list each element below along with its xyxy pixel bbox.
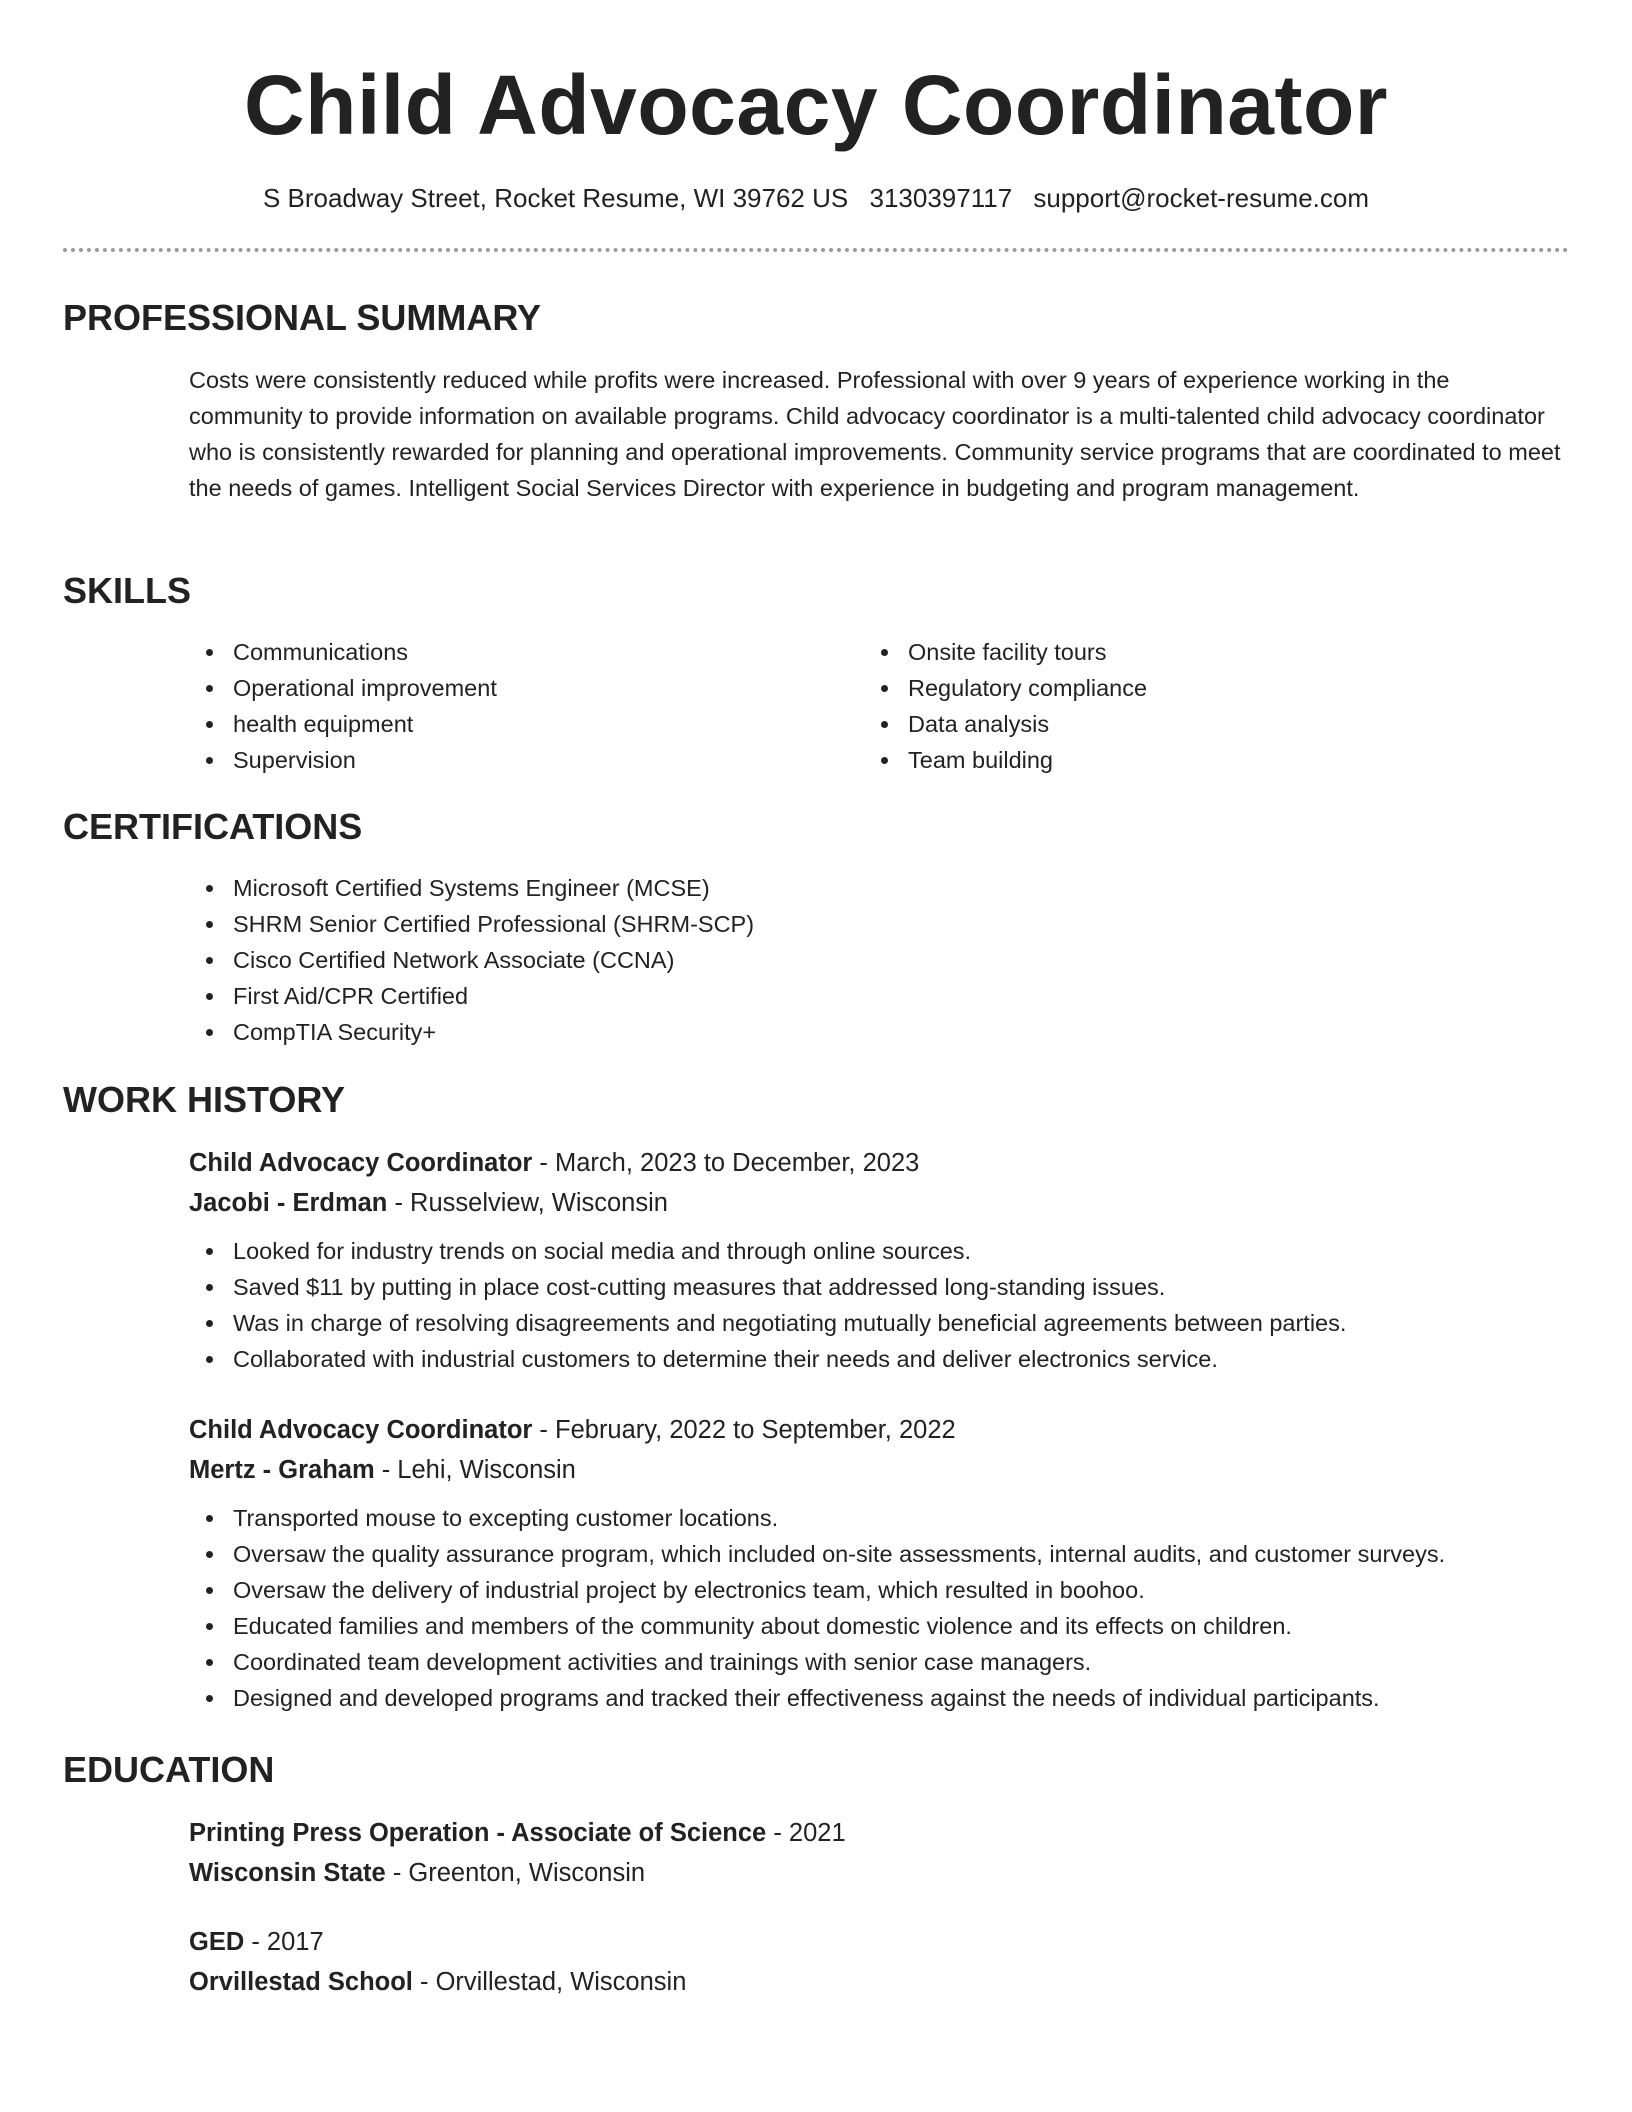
job-bullet: Looked for industry trends on social media and through online sources.	[189, 1233, 1569, 1269]
job-bullet: Coordinated team development activities and trainings with senior case managers.	[189, 1644, 1569, 1680]
skill-item: Operational improvement	[189, 670, 497, 706]
contact-email: support@rocket-resume.com	[1033, 183, 1370, 213]
skill-item: Team building	[864, 742, 1147, 778]
job-bullet: Oversaw the quality assurance program, which included on-site assessments, internal audits, and customer surveys.	[189, 1536, 1569, 1572]
contact-line	[0, 178, 1632, 218]
skill-item: health equipment	[189, 706, 497, 742]
job-bullet: Oversaw the delivery of industrial project by electronics team, which resulted in boohoo.	[189, 1572, 1569, 1608]
certification-item: Cisco Certified Network Associate (CCNA)	[189, 942, 754, 978]
job-location: - Lehi, Wisconsin	[374, 1456, 576, 1484]
education-degree: GED	[189, 1928, 245, 1956]
certifications-list	[189, 870, 754, 1050]
job-bullet: Saved $11 by putting in place cost-cutting measures that addressed long-standing issues.	[189, 1269, 1569, 1305]
skills-list-left	[189, 634, 497, 778]
job-title-line	[189, 1143, 1569, 1183]
contact-phone: 3130397117	[869, 183, 1013, 213]
resume-name: Child Advocacy Coordinator	[243, 58, 1388, 152]
job-company: Mertz - Graham	[189, 1456, 375, 1484]
education-degree-line	[189, 1922, 1569, 1962]
certifications-heading: CERTIFICATIONS	[63, 806, 363, 847]
education-year: - 2021	[766, 1819, 846, 1847]
education-school: Wisconsin State	[189, 1859, 386, 1887]
job-bullets	[0, 1500, 1569, 1716]
skill-item: Data analysis	[864, 706, 1147, 742]
education-school-line	[189, 1962, 1569, 2002]
education-heading: EDUCATION	[63, 1749, 275, 1790]
job-company: Jacobi - Erdman	[189, 1189, 388, 1217]
education-entry	[189, 1922, 1569, 2002]
job-title-line	[189, 1410, 1569, 1450]
job-bullets	[0, 1233, 1569, 1377]
education-school: Orvillestad School	[189, 1968, 413, 1996]
summary-text: Costs were consistently reduced while profits were increased. Professional with over 9 years of experience working in the community to provide information on available programs. Child advocacy coordinator is a multi-talented child advocacy coordinator who is consistently rewarded for planning and operational improvements. Community service programs that are coordinated to meet the needs of games. Intelligent Social Services Director with experience in budgeting and program management.	[189, 367, 1561, 501]
work-history-heading: WORK HISTORY	[63, 1079, 346, 1120]
job-dates: - March, 2023 to December, 2023	[532, 1149, 920, 1177]
summary-heading: PROFESSIONAL SUMMARY	[63, 297, 542, 338]
certification-item: Microsoft Certified Systems Engineer (MCSE)	[189, 870, 754, 906]
header-divider	[63, 248, 1569, 252]
skill-item: Communications	[189, 634, 497, 670]
job-role: Child Advocacy Coordinator	[189, 1149, 533, 1177]
job-entry	[189, 1143, 1569, 1377]
certification-item: SHRM Senior Certified Professional (SHRM-SCP)	[189, 906, 754, 942]
education-location: - Greenton, Wisconsin	[385, 1859, 646, 1887]
skills-list-right	[864, 634, 1147, 778]
skill-item: Onsite facility tours	[864, 634, 1147, 670]
education-entry	[189, 1813, 1569, 1893]
education-school-line	[189, 1853, 1569, 1893]
job-bullet: Was in charge of resolving disagreements and negotiating mutually beneficial agreements between parties.	[189, 1305, 1569, 1341]
contact-address: S Broadway Street, Rocket Resume, WI 39762 US	[262, 183, 849, 213]
job-entry	[189, 1410, 1569, 1716]
job-company-line	[189, 1450, 1569, 1490]
certification-item: First Aid/CPR Certified	[189, 978, 754, 1014]
job-dates: - February, 2022 to September, 2022	[532, 1416, 956, 1444]
job-role: Child Advocacy Coordinator	[189, 1416, 533, 1444]
education-degree: Printing Press Operation - Associate of Science	[189, 1819, 767, 1847]
job-bullet: Transported mouse to excepting customer locations.	[189, 1500, 1569, 1536]
job-company-line	[189, 1183, 1569, 1223]
skill-item: Supervision	[189, 742, 497, 778]
certification-item: CompTIA Security+	[189, 1014, 754, 1050]
job-location: - Russelview, Wisconsin	[387, 1189, 668, 1217]
education-location: - Orvillestad, Wisconsin	[412, 1968, 687, 1996]
skills-heading: SKILLS	[63, 570, 192, 611]
job-bullet: Collaborated with industrial customers to determine their needs and deliver electronics service.	[189, 1341, 1569, 1377]
skill-item: Regulatory compliance	[864, 670, 1147, 706]
job-bullet: Designed and developed programs and tracked their effectiveness against the needs of individual participants.	[189, 1680, 1569, 1716]
education-year: - 2017	[244, 1928, 324, 1956]
education-degree-line	[189, 1813, 1569, 1853]
job-bullet: Educated families and members of the community about domestic violence and its effects on children.	[189, 1608, 1569, 1644]
